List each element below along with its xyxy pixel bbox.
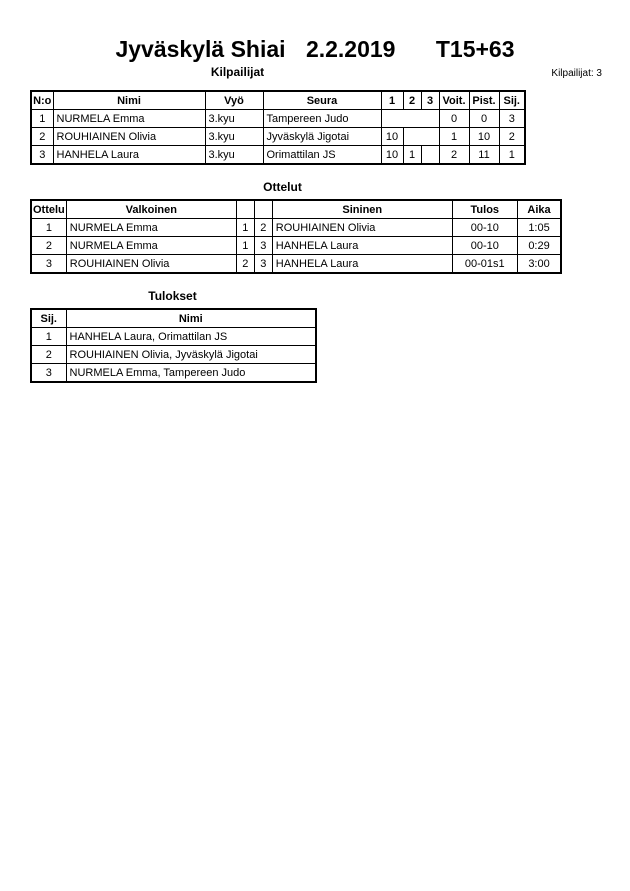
competitor-row [31,128,525,146]
col-ottelu: Ottelu [31,200,66,219]
result-row [31,346,316,364]
col-tulos: Tulos [452,200,517,219]
cell-tulos: 00-10 [452,237,517,255]
cell-seura: Orimattilan JS [263,146,381,165]
results-heading: Tulokset [148,289,197,303]
col-nro: N:o [31,91,53,110]
cell-blue-number: 3 [254,237,272,255]
cell-sij: 1 [499,146,525,165]
cell-aika: 3:00 [517,255,561,274]
col-pist: Pist. [469,91,499,110]
match-row [31,237,561,255]
cell-sij: 2 [499,128,525,146]
cell-valkoinen: ROUHIAINEN Olivia [66,255,236,274]
col-vyo: Vyö [205,91,263,110]
cell-score-2: 1 [403,146,421,165]
competitors-header-row [31,91,525,110]
cell-white-number: 1 [236,219,254,237]
cell-score-3 [421,110,439,128]
cell-score-1: 10 [381,128,403,146]
cell-sininen: ROUHIAINEN Olivia [272,219,452,237]
subtitle-row [0,65,630,81]
cell-pist: 10 [469,128,499,146]
cell-score-1 [381,110,403,128]
event-date: 2.2.2019 [305,36,396,62]
matches-header-row [31,200,561,219]
cell-white-number: 1 [236,237,254,255]
col-seura: Seura [263,91,381,110]
col-nimi: Nimi [53,91,205,110]
cell-valkoinen: NURMELA Emma [66,237,236,255]
cell-voit: 0 [439,110,469,128]
matches-heading: Ottelut [263,180,302,194]
competitors-table [30,90,526,165]
cell-aika: 0:29 [517,237,561,255]
col-aika: Aika [517,200,561,219]
cell-blue-number: 3 [254,255,272,274]
col-voit: Voit. [439,91,469,110]
cell-score-3 [421,146,439,165]
cell-nro: 3 [31,146,53,165]
cell-valkoinen: NURMELA Emma [66,219,236,237]
cell-nimi: ROUHIAINEN Olivia, Jyväskylä Jigotai [66,346,316,364]
cell-tulos: 00-01s1 [452,255,517,274]
results-table [30,308,317,383]
cell-white-number: 2 [236,255,254,274]
cell-voit: 1 [439,128,469,146]
competitors-heading: Kilpailijat [210,65,265,79]
cell-nimi: HANHELA Laura [53,146,205,165]
col-valkoinen: Valkoinen [66,200,236,219]
competitor-row [31,110,525,128]
cell-seura: Tampereen Judo [263,110,381,128]
col-sininen: Sininen [272,200,452,219]
results-header-row [31,309,316,328]
cell-score-3 [421,128,439,146]
match-row [31,219,561,237]
col-1: 1 [381,91,403,110]
cell-sij: 1 [31,328,66,346]
col-blue-number [254,200,272,219]
result-row [31,364,316,383]
cell-sij: 3 [499,110,525,128]
cell-voit: 2 [439,146,469,165]
cell-blue-number: 2 [254,219,272,237]
cell-sininen: HANHELA Laura [272,255,452,274]
cell-score-2 [403,110,421,128]
cell-nimi: NURMELA Emma, Tampereen Judo [66,364,316,383]
col-sij: Sij. [31,309,66,328]
cell-nro: 1 [31,110,53,128]
cell-ottelu: 3 [31,255,66,274]
cell-vyo: 3.kyu [205,146,263,165]
cell-sij: 2 [31,346,66,364]
cell-nimi: HANHELA Laura, Orimattilan JS [66,328,316,346]
matches-table [30,199,562,274]
cell-pist: 0 [469,110,499,128]
cell-vyo: 3.kyu [205,128,263,146]
cell-sij: 3 [31,364,66,383]
cell-nro: 2 [31,128,53,146]
match-row [31,255,561,274]
page-title [0,0,630,62]
result-row [31,328,316,346]
cell-seura: Jyväskylä Jigotai [263,128,381,146]
cell-ottelu: 2 [31,237,66,255]
event-name: Jyväskylä Shiai [115,36,286,62]
cell-score-1: 10 [381,146,403,165]
competitor-row [31,146,525,165]
col-2: 2 [403,91,421,110]
cell-vyo: 3.kyu [205,110,263,128]
cell-nimi: NURMELA Emma [53,110,205,128]
competitors-count: Kilpailijat: 3 [551,68,602,79]
cell-ottelu: 1 [31,219,66,237]
event-category: T15+63 [435,36,515,62]
cell-score-2 [403,128,421,146]
cell-tulos: 00-10 [452,219,517,237]
cell-pist: 11 [469,146,499,165]
col-sij: Sij. [499,91,525,110]
col-3: 3 [421,91,439,110]
cell-nimi: ROUHIAINEN Olivia [53,128,205,146]
col-white-number [236,200,254,219]
cell-aika: 1:05 [517,219,561,237]
col-nimi: Nimi [66,309,316,328]
cell-sininen: HANHELA Laura [272,237,452,255]
